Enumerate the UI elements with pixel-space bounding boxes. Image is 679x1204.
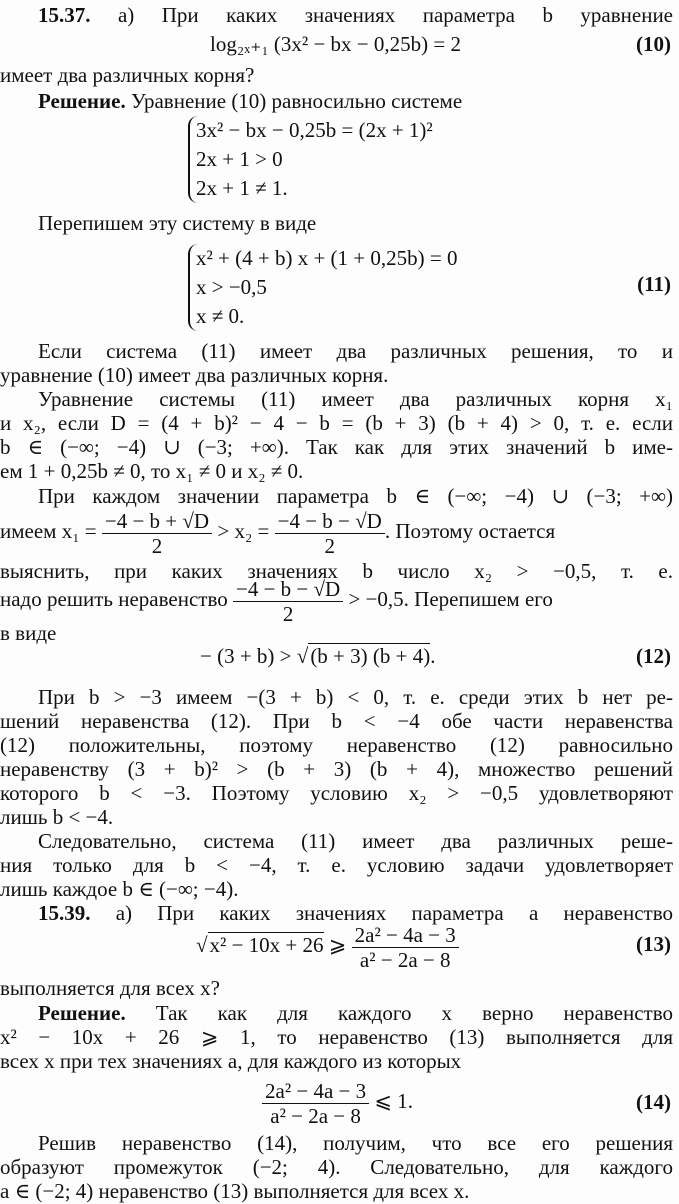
eq-label-10: (10) [636,32,671,56]
text: > −0,5. Перепишем его [348,587,553,611]
para-line: При b > −3 имеем −(3 + b) < 0, т. е. среди этих b нет ре- [38,685,673,709]
text: Так как для каждого x верно неравенство [155,1001,674,1025]
problem-text: а) При каких значениях параметра a неравенство [115,901,673,925]
equation-10: log₂ₓ₊₁ (3x² − bx − 0,25b) = 2 [210,32,461,56]
para-line: всех x при тех значениях a, для каждого из которых [0,1049,462,1073]
eq-label-13: (13) [636,932,671,956]
para-line: b ∈ (−∞; −4) ∪ (−3; +∞). Так как для этих значений b име- [0,435,673,459]
solution-label: Решение. [38,89,126,113]
para-line: ем 1 + 0,25b ≠ 0, то x₁ ≠ 0 и x₂ ≠ 0. [0,459,304,483]
para-line: которого b < −3. Поэтому условию x₂ > −0,5 удовлетворяют [0,781,673,805]
para-line: (12) положительны, поэтому неравенство (12) равносильно [0,733,673,757]
para-line: лишь каждое b ∈ (−∞; −4). [0,877,239,901]
para-line: неравенству (3 + b)² > (b + 3) (b + 4), множество решений [0,757,673,781]
relation: ⩽ 1. [374,1089,413,1113]
para-line: Если система (11) имеет два различных решения, то и [38,339,673,363]
inequality-line [0,574,679,626]
para-line: шений неравенства (12). При b < −4 обе части неравенства [0,709,673,733]
para-line: в виде [0,621,57,645]
para-line: a ∈ (−2; 4) неравенство (13) выполняется для всех x. [0,1179,470,1203]
solution-intro-line [0,88,679,114]
solution-intro: Уравнение (10) равносильно системе [130,89,463,113]
question-end: выполняется для всех x? [0,976,220,1000]
fraction-x2 [233,577,343,626]
text: имеем x₁ = [0,519,97,543]
para-line: лишь b < −4. [0,805,114,829]
problem-1537-header [0,2,679,28]
para-line: Решив неравенство (14), получим, что все его решения [38,1131,673,1155]
numerator: −4 − b − √D [233,577,343,602]
system-1-eq: 2x + 1 > 0 [196,147,283,171]
text: > x₂ = [217,519,270,543]
solution-line [0,1000,679,1026]
para-line: выяснить, при каких значениях b число x₂ > −0,5, т. е. [0,559,673,583]
para-line: Уравнение системы (11) имеет два различных корня x₁ [38,387,673,411]
numerator: 2a² − 4a − 3 [262,1079,369,1104]
system-1 [188,116,433,203]
system-2-eq: x > −0,5 [196,275,267,299]
relation: ⩾ [328,933,347,957]
equation-14 [262,1076,413,1128]
eq-label-11: (11) [637,272,671,296]
problem-text: а) При каких значениях параметра b уравнение [117,3,674,27]
eq-label-12: (12) [636,644,671,668]
fraction-x1 [102,509,212,558]
numerator: 2a² − 4a − 3 [352,923,459,948]
sqrt-content: x² − 10x + 26 [209,933,324,957]
eq-label-14: (14) [636,1090,671,1114]
fraction [352,923,459,972]
para-line: образуют промежуток (−2; 4). Следовательно, для каждого [0,1155,673,1179]
denominator: 2 [282,601,294,626]
para-line: При каждом значении параметра b ∈ (−∞; −4) ∪ (−3; +∞) [38,484,673,508]
text: . Поэтому остается [384,519,556,543]
equation-13: √x² − 10x + 26 ⩾ $\frac{\text{2a² − 4a − 3}}{\text{a² − 2a − 8}}$ [196,920,459,972]
text: − (3 + b) > [200,644,292,668]
para-line: ния только для b < −4, т. е. условию задачи удовлетворяет [0,853,673,877]
roots-line [0,506,679,558]
system-1-eq: 3x² − bx − 0,25b = (2x + 1)² [196,118,433,142]
para-line: Следовательно, система (11) имеет два различных реше- [38,829,673,853]
para-line: уравнение (10) имеет два различных корня. [0,363,389,387]
system-2-eq: x² + (4 + b) x + (1 + 0,25b) = 0 [196,246,458,270]
problem-number: 15.37. [38,3,91,27]
question-end: имеет два различных корня? [0,63,255,87]
denominator: a² − 2a − 8 [270,1103,361,1128]
text: надо решить неравенство [0,587,228,611]
system-1-eq: 2x + 1 ≠ 1. [196,176,288,200]
numerator: −4 − b + √D [102,509,212,534]
para-line: x² − 10x + 26 ⩾ 1, то неравенство (13) выполняется для [0,1025,673,1049]
system-2 [188,244,458,331]
fraction-x2 [275,509,385,558]
sqrt-content: (b + 3) (b + 4) [310,644,431,668]
equation-12: − (3 + b) > √(b + 3) (b + 4). [200,644,436,668]
numerator: −4 − b − √D [275,509,385,534]
rewrite-text: Перепишем эту систему в виде [38,211,317,235]
para-line: и x₂, если D = (4 + b)² − 4 − b = (b + 3) (b + 4) > 0, т. е. если [0,411,673,435]
denominator: a² − 2a − 8 [359,947,451,972]
fraction [262,1079,369,1128]
problem-number: 15.39. [38,901,91,925]
solution-label: Решение. [38,1001,126,1025]
denominator: 2 [324,533,335,558]
denominator: 2 [151,533,163,558]
text: . [430,644,436,668]
system-2-eq: x ≠ 0. [196,304,245,328]
